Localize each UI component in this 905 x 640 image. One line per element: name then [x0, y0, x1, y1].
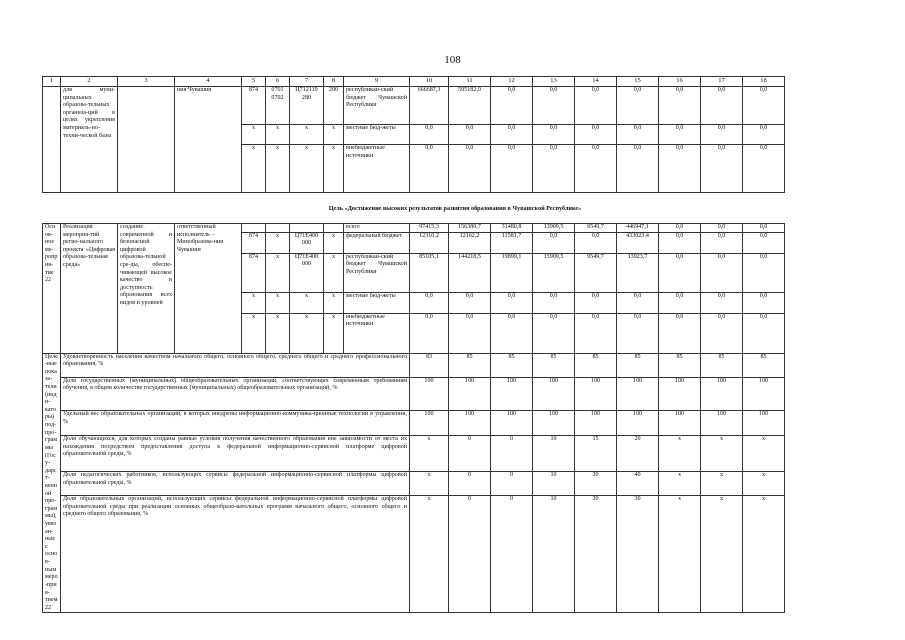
indicator-value-cell: x: [743, 472, 785, 496]
grbs-cell: x: [242, 313, 266, 353]
indicator-value-cell: 0: [491, 495, 533, 612]
indicator-value-cell: 0: [449, 472, 491, 496]
rzpr-cell: x: [266, 313, 290, 353]
indicator-value-cell: x: [410, 472, 449, 496]
indicator-value-cell: 0: [449, 436, 491, 472]
indicator-value-cell: 100: [533, 411, 575, 436]
event-name-cell: Реализация мероприя-тий регио-нального проекта «Цифровая образова-тельная среда»: [61, 224, 118, 354]
indicator-value-cell: 85: [617, 353, 659, 377]
value-cell: 0,0: [701, 224, 743, 233]
indicator-value-cell: 100: [491, 377, 533, 411]
value-cell: 0,0: [617, 292, 659, 313]
grbs-cell: x: [242, 145, 266, 193]
indicator-value-cell: 85: [659, 353, 701, 377]
indicator-value-cell: 85: [701, 353, 743, 377]
column-number-cell: 9: [344, 77, 410, 87]
value-cell: 12162,2: [449, 232, 491, 253]
value-cell: 0,0: [743, 224, 785, 233]
column-number-cell: 17: [701, 77, 743, 87]
budget-row: [43, 224, 785, 233]
indicator-value-cell: x: [410, 436, 449, 472]
vr-cell: x: [324, 125, 344, 145]
value-cell: 0,0: [659, 253, 701, 292]
value-cell: 12310,2: [410, 232, 449, 253]
value-cell: 0,0: [659, 145, 701, 193]
value-cell: 0,0: [449, 145, 491, 193]
value-cell: 13909,5: [533, 253, 575, 292]
indicator-value-cell: 100: [575, 411, 617, 436]
indicator-value-cell: 100: [617, 411, 659, 436]
value-cell: 11581,7: [491, 232, 533, 253]
indicator-value-cell: 100: [659, 411, 701, 436]
value-cell: 0,0: [743, 125, 785, 145]
indicator-value-cell: 100: [449, 411, 491, 436]
indicator-text-cell: Доля обучающихся, для которых созданы равные условия получения качественного образования вне зависимости от места их нахождения посредством предоставления доступа к федеральной информационно-сервисной платформе цифровой образовательной среды, %: [61, 436, 410, 472]
column-number-cell: 12: [491, 77, 533, 87]
executor-cell: ответственный исполнитель – Минобразова-ния Чувашии: [175, 224, 242, 354]
source-cell: всего: [344, 224, 410, 233]
value-cell: 0,0: [701, 145, 743, 193]
column-number-cell: 1: [43, 77, 61, 87]
value-cell: 9549,7: [575, 253, 617, 292]
value-cell: 0,0: [410, 292, 449, 313]
indicator-value-cell: 30: [617, 495, 659, 612]
column-number-cell: 10: [410, 77, 449, 87]
value-cell: 13923,7: [617, 253, 659, 292]
budget-row: [43, 87, 785, 125]
source-cell: внебюджетные источники: [344, 145, 410, 193]
value-cell: 0,0: [575, 292, 617, 313]
value-cell: 85105,1: [410, 253, 449, 292]
indicator-value-cell: 20: [617, 436, 659, 472]
rzpr-cell: x: [266, 232, 290, 253]
vr-cell: x: [324, 232, 344, 253]
indicator-value-cell: x: [659, 436, 701, 472]
indicator-row: [43, 495, 785, 612]
value-cell: 0,0: [701, 125, 743, 145]
indicator-value-cell: 100: [701, 411, 743, 436]
value-cell: 13909,5: [533, 224, 575, 233]
value-cell: 0,0: [575, 145, 617, 193]
indicator-value-cell: 85: [449, 353, 491, 377]
indicator-value-cell: 100: [743, 377, 785, 411]
indicator-row: [43, 377, 785, 411]
rzpr-cell: x: [266, 292, 290, 313]
value-cell: 0,0: [659, 313, 701, 353]
indicator-value-cell: 0: [491, 472, 533, 496]
column-number-cell: 6: [266, 77, 290, 87]
csr-cell: x: [290, 145, 324, 193]
value-cell: 0,0: [533, 125, 575, 145]
vr-cell: x: [324, 292, 344, 313]
value-cell: 0,0: [659, 224, 701, 233]
column-number-cell: 15: [617, 77, 659, 87]
source-cell: республикан-ский бюджет Чувашской Республики: [344, 87, 410, 125]
indicator-value-cell: 100: [701, 377, 743, 411]
indicator-value-cell: 100: [410, 377, 449, 411]
budget-table-main: [42, 223, 785, 613]
value-cell: 433023,4: [617, 232, 659, 253]
value-cell: 97415,3: [410, 224, 449, 233]
value-cell: 0,0: [701, 232, 743, 253]
indicator-value-cell: 20: [575, 472, 617, 496]
indicator-value-cell: 10: [533, 495, 575, 612]
indicator-text-cell: Доля образовательных организаций, использующих сервисы федеральной информационно-сервисной платформы цифровой образовательной среды при реализации основных общеобразо-вательных программ начального общего, основного общего и среднего общего образования, %: [61, 495, 410, 612]
indicator-row: [43, 353, 785, 377]
indicator-text-cell: Удовлетворенность населения качеством начального общего, основного общего, среднего общего и среднего профессионального образования, %: [61, 353, 410, 377]
value-cell: 595182,0: [449, 87, 491, 125]
event-name-cell: для муни-ципальных образова-тельных организа-ций в целях укрепления материаль-но-техни-ческой базы: [61, 87, 118, 193]
event-goal-cell: создание современной и безопасной цифровой образова-тельной сре-ды, обеспе-чивающей высокое качество и доступность образования всех видов и уровней: [118, 224, 175, 354]
indicator-value-cell: 100: [449, 377, 491, 411]
rzpr-cell: x: [266, 125, 290, 145]
rzpr-cell: 0701 0702: [266, 87, 290, 125]
value-cell: 0,0: [701, 292, 743, 313]
vr-cell: x: [324, 313, 344, 353]
value-cell: 0,0: [575, 125, 617, 145]
indicator-value-cell: 15: [575, 436, 617, 472]
value-cell: 0,0: [701, 253, 743, 292]
grbs-cell: [242, 224, 266, 233]
value-cell: 0,0: [617, 313, 659, 353]
csr-cell: x: [290, 125, 324, 145]
indicators-label-cell: Целе-вые показа-тели (инди-каторы) под-про-граммы (Госу-дарст-венной про-граммы), увязан-ные с основ-ным меро-прия-тием 22: [43, 353, 61, 613]
budget-table-top: [42, 76, 785, 193]
indicator-value-cell: 100: [575, 377, 617, 411]
value-cell: 0,0: [533, 292, 575, 313]
column-number-cell: 5: [242, 77, 266, 87]
page-number: 108: [444, 54, 461, 66]
indicator-text-cell: Удельный вес образовательных организаций, в которых внедрены информационно-коммуника-ционные технологии в управлении, %: [61, 411, 410, 436]
value-cell: 0,0: [659, 87, 701, 125]
indicator-value-cell: 10: [533, 472, 575, 496]
indicator-value-cell: 83: [410, 353, 449, 377]
csr-cell: x: [290, 313, 324, 353]
rzpr-cell: x: [266, 145, 290, 193]
value-cell: 0,0: [491, 87, 533, 125]
indicator-value-cell: 100: [533, 377, 575, 411]
indicator-value-cell: x: [410, 495, 449, 612]
empty-cell: [43, 87, 61, 193]
value-cell: 0,0: [449, 292, 491, 313]
value-cell: 0,0: [410, 145, 449, 193]
column-number-cell: 3: [118, 77, 175, 87]
value-cell: 0,0: [533, 232, 575, 253]
csr-cell: x: [290, 292, 324, 313]
indicator-text-cell: Доля государственных (муниципальных) общеобразовательных организаций, соответствующих современным требованиям обучения, в общем количестве государственных (муниципальных) общеобразовательных организаций, %: [61, 377, 410, 411]
value-cell: 0,0: [743, 253, 785, 292]
goal-heading: Цель «Достижение высоких результатов развития образования в Чувашской Республике»: [328, 205, 582, 212]
column-number-cell: 2: [61, 77, 118, 87]
grbs-cell: x: [242, 125, 266, 145]
source-cell: республикан-ский бюджет Чувашской Республики: [344, 253, 410, 292]
source-cell: внебюджетные источники: [344, 313, 410, 353]
value-cell: 9549,7: [575, 224, 617, 233]
rzpr-cell: [266, 224, 290, 233]
column-number-cell: 14: [575, 77, 617, 87]
value-cell: 0,0: [533, 145, 575, 193]
indicator-value-cell: 100: [491, 411, 533, 436]
indicator-text-cell: Доля педагогических работников, использующих сервисы федеральной информационно-сервисной платформы цифровой образовательной среды, %: [61, 472, 410, 496]
vr-cell: [324, 224, 344, 233]
value-cell: 0,0: [659, 292, 701, 313]
value-cell: 144218,5: [449, 253, 491, 292]
column-number-cell: 16: [659, 77, 701, 87]
value-cell: 0,0: [491, 145, 533, 193]
value-cell: 0,0: [701, 313, 743, 353]
indicator-value-cell: 100: [410, 411, 449, 436]
indicator-value-cell: 85: [491, 353, 533, 377]
column-number-cell: 18: [743, 77, 785, 87]
value-cell: 0,0: [701, 87, 743, 125]
source-cell: местные бюд-жеты: [344, 292, 410, 313]
csr-cell: Ц71Е400 000: [290, 253, 324, 292]
indicator-value-cell: 20: [575, 495, 617, 612]
indicator-value-cell: x: [743, 495, 785, 612]
indicator-row: [43, 411, 785, 436]
indicator-value-cell: 0: [449, 495, 491, 612]
value-cell: 0,0: [575, 87, 617, 125]
indicator-value-cell: x: [659, 472, 701, 496]
grbs-cell: x: [242, 292, 266, 313]
value-cell: 0,0: [617, 145, 659, 193]
value-cell: 0,0: [491, 313, 533, 353]
value-cell: 0,0: [533, 87, 575, 125]
value-cell: 19899,1: [491, 253, 533, 292]
rzpr-cell: x: [266, 253, 290, 292]
value-cell: 0,0: [743, 292, 785, 313]
csr-cell: Ц71Е400 000: [290, 232, 324, 253]
value-cell: 0,0: [743, 313, 785, 353]
value-cell: 0,0: [449, 125, 491, 145]
column-number-cell: 8: [324, 77, 344, 87]
indicator-value-cell: x: [701, 472, 743, 496]
column-number-cell: 7: [290, 77, 324, 87]
empty-cell: [118, 87, 175, 193]
indicator-value-cell: 40: [617, 472, 659, 496]
indicator-value-cell: 0: [491, 436, 533, 472]
indicator-value-cell: 100: [617, 377, 659, 411]
grbs-cell: 874: [242, 253, 266, 292]
indicator-value-cell: 100: [659, 377, 701, 411]
csr-cell: [290, 224, 324, 233]
value-cell: 0,0: [410, 313, 449, 353]
grbs-cell: 874: [242, 87, 266, 125]
vr-cell: x: [324, 145, 344, 193]
value-cell: 0,0: [575, 232, 617, 253]
indicator-row: [43, 436, 785, 472]
value-cell: 0,0: [743, 232, 785, 253]
indicator-value-cell: 85: [575, 353, 617, 377]
value-cell: 446947,1: [617, 224, 659, 233]
value-cell: 31480,8: [491, 224, 533, 233]
source-cell: федеральный бюджет: [344, 232, 410, 253]
column-number-cell: 13: [533, 77, 575, 87]
value-cell: 0,0: [617, 125, 659, 145]
main-event-cell: Основ-ное ме-роприя-тие 22: [43, 224, 61, 354]
indicator-value-cell: x: [743, 436, 785, 472]
value-cell: 0,0: [659, 232, 701, 253]
grbs-cell: 874: [242, 232, 266, 253]
value-cell: 156380,7: [449, 224, 491, 233]
value-cell: 0,0: [533, 313, 575, 353]
value-cell: 0,0: [449, 313, 491, 353]
indicator-value-cell: 100: [743, 411, 785, 436]
value-cell: 0,0: [659, 125, 701, 145]
indicator-value-cell: x: [701, 436, 743, 472]
value-cell: 0,0: [617, 87, 659, 125]
vr-cell: 200: [324, 87, 344, 125]
value-cell: 0,0: [743, 145, 785, 193]
executor-cell: ния Чувашии: [175, 87, 242, 193]
value-cell: 0,0: [575, 313, 617, 353]
value-cell: 0,0: [743, 87, 785, 125]
vr-cell: x: [324, 253, 344, 292]
indicator-value-cell: 85: [533, 353, 575, 377]
indicator-row: [43, 472, 785, 496]
value-cell: 0,0: [410, 125, 449, 145]
indicator-value-cell: 85: [743, 353, 785, 377]
indicator-value-cell: 10: [533, 436, 575, 472]
column-number-cell: 4: [175, 77, 242, 87]
indicator-value-cell: x: [659, 495, 701, 612]
value-cell: 666687,3: [410, 87, 449, 125]
value-cell: 0,0: [491, 292, 533, 313]
csr-cell: Ц712119 280: [290, 87, 324, 125]
header-row: [43, 77, 785, 87]
indicator-value-cell: x: [701, 495, 743, 612]
column-number-cell: 11: [449, 77, 491, 87]
value-cell: 0,0: [491, 125, 533, 145]
source-cell: местные бюд-жеты: [344, 125, 410, 145]
